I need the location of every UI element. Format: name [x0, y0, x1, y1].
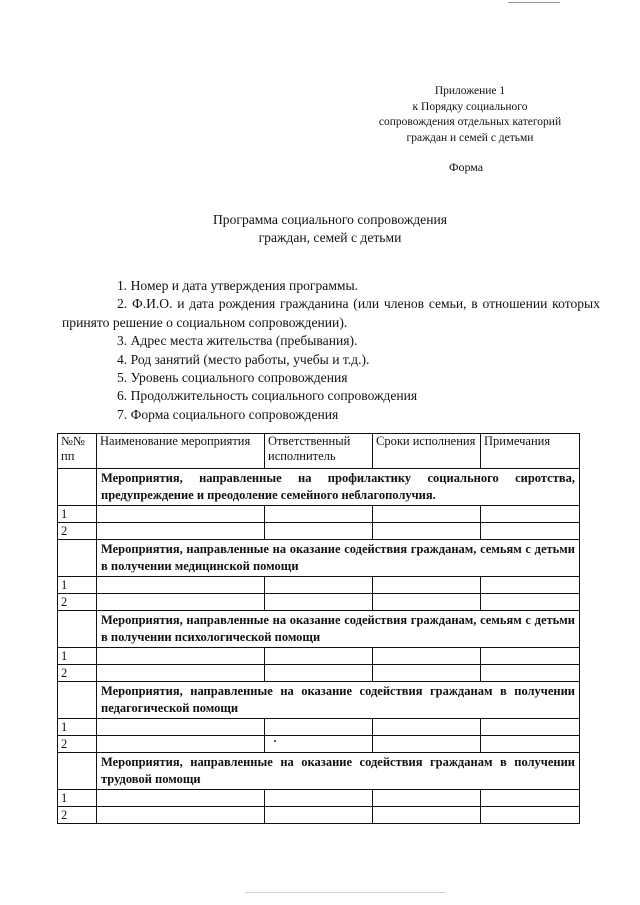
section-title: Мероприятия, направленные на оказание содействия гражданам, семьям с детьми в получении психологической помощи	[97, 611, 580, 648]
table-row	[58, 506, 580, 523]
table-row	[58, 736, 580, 753]
header-responsible: Ответственный исполнитель	[265, 434, 373, 469]
section-number-cell	[58, 611, 97, 648]
header-activity: Наименование мероприятия	[97, 434, 265, 469]
activity-cell[interactable]	[97, 665, 265, 682]
table-row	[58, 719, 580, 736]
section-row	[58, 753, 580, 790]
row-number: 1	[58, 719, 97, 736]
section-title: Мероприятия, направленные на оказание содействия гражданам, семьям с детьми в получении медицинской помощи	[97, 540, 580, 577]
activities-table	[57, 433, 580, 824]
table-row	[58, 648, 580, 665]
deadline-cell[interactable]	[373, 807, 481, 824]
deadline-cell[interactable]	[373, 523, 481, 540]
table-row	[58, 577, 580, 594]
notes-cell[interactable]	[481, 594, 580, 611]
row-number: 2	[58, 807, 97, 824]
header-notes: Примечания	[481, 434, 580, 469]
responsible-cell[interactable]	[265, 594, 373, 611]
responsible-cell[interactable]	[265, 719, 373, 736]
notes-cell[interactable]	[481, 665, 580, 682]
table-row	[58, 523, 580, 540]
deadline-cell[interactable]	[373, 790, 481, 807]
program-item: 3. Адрес места жительства (пребывания).	[117, 333, 358, 349]
program-item: 6. Продолжительность социального сопровождения	[117, 388, 418, 404]
notes-cell[interactable]	[481, 506, 580, 523]
deadline-cell[interactable]	[373, 648, 481, 665]
activity-cell[interactable]	[97, 807, 265, 824]
responsible-cell[interactable]	[265, 648, 373, 665]
appendix-line: Приложение 1	[434, 85, 506, 97]
notes-cell[interactable]	[481, 648, 580, 665]
notes-cell[interactable]	[481, 577, 580, 594]
header-deadline: Сроки исполнения	[373, 434, 481, 469]
table-row	[58, 594, 580, 611]
row-number: 1	[58, 577, 97, 594]
deadline-cell[interactable]	[373, 594, 481, 611]
document-title	[140, 211, 520, 247]
top-edge-line	[508, 2, 560, 3]
row-number: 2	[58, 594, 97, 611]
row-number: 1	[58, 790, 97, 807]
section-row	[58, 540, 580, 577]
notes-cell[interactable]	[481, 807, 580, 824]
responsible-cell[interactable]	[265, 790, 373, 807]
bottom-edge-line	[245, 892, 445, 893]
activity-cell[interactable]	[97, 790, 265, 807]
responsible-cell[interactable]	[265, 506, 373, 523]
section-title: Мероприятия, направленные на оказание содействия гражданам в получении трудовой помощи	[97, 753, 580, 790]
appendix-line: к Порядку социального	[412, 100, 528, 113]
program-item: 2. Ф.И.О. и дата рождения гражданина (или членов семьи, в отношении которых принято решение о социальном сопровождении).	[62, 296, 600, 330]
appendix-line: граждан и семей с детьми	[406, 131, 534, 144]
deadline-cell[interactable]	[373, 736, 481, 753]
responsible-cell[interactable]	[265, 523, 373, 540]
form-label: Форма	[449, 160, 484, 174]
activity-cell[interactable]	[97, 719, 265, 736]
title-line-2: граждан, семей с детьми	[258, 230, 402, 245]
deadline-cell[interactable]	[373, 719, 481, 736]
responsible-cell[interactable]	[265, 577, 373, 594]
section-title: Мероприятия, направленные на профилактику социального сиротства, предупреждение и преодоление семейного неблагополучия.	[97, 469, 580, 506]
responsible-cell[interactable]	[265, 665, 373, 682]
notes-cell[interactable]	[481, 719, 580, 736]
notes-cell[interactable]	[481, 736, 580, 753]
table-header-row	[58, 434, 580, 469]
deadline-cell[interactable]	[373, 665, 481, 682]
row-number: 2	[58, 523, 97, 540]
scan-speck	[274, 740, 276, 742]
activity-cell[interactable]	[97, 736, 265, 753]
row-number: 2	[58, 665, 97, 682]
notes-cell[interactable]	[481, 790, 580, 807]
program-item: 1. Номер и дата утверждения программы.	[117, 278, 359, 293]
section-number-cell	[58, 469, 97, 506]
program-items-list	[62, 277, 600, 424]
activity-cell[interactable]	[97, 506, 265, 523]
row-number: 2	[58, 736, 97, 753]
appendix-header	[340, 84, 600, 146]
section-number-cell	[58, 682, 97, 719]
notes-cell[interactable]	[481, 523, 580, 540]
row-number: 1	[58, 506, 97, 523]
table-row	[58, 665, 580, 682]
activity-cell[interactable]	[97, 594, 265, 611]
deadline-cell[interactable]	[373, 506, 481, 523]
activity-cell[interactable]	[97, 577, 265, 594]
responsible-cell[interactable]	[265, 736, 373, 753]
program-item: 5. Уровень социального сопровождения	[117, 370, 348, 386]
header-number: №№ пп	[58, 434, 97, 469]
deadline-cell[interactable]	[373, 577, 481, 594]
section-row	[58, 682, 580, 719]
table-row	[58, 807, 580, 824]
activity-cell[interactable]	[97, 648, 265, 665]
title-line-1: Программа социального сопровождения	[212, 212, 447, 227]
table-row	[58, 790, 580, 807]
appendix-line: сопровождения отдельных категорий	[378, 116, 562, 128]
program-item: 7. Форма социального сопровождения	[117, 406, 339, 422]
activity-cell[interactable]	[97, 523, 265, 540]
section-row	[58, 611, 580, 648]
section-number-cell	[58, 540, 97, 577]
program-item: 4. Род занятий (место работы, учебы и т.д.).	[117, 351, 370, 367]
responsible-cell[interactable]	[265, 807, 373, 824]
section-title: Мероприятия, направленные на оказание содействия гражданам в получении педагогической помощи	[97, 682, 580, 719]
section-row	[58, 469, 580, 506]
section-number-cell	[58, 753, 97, 790]
row-number: 1	[58, 648, 97, 665]
